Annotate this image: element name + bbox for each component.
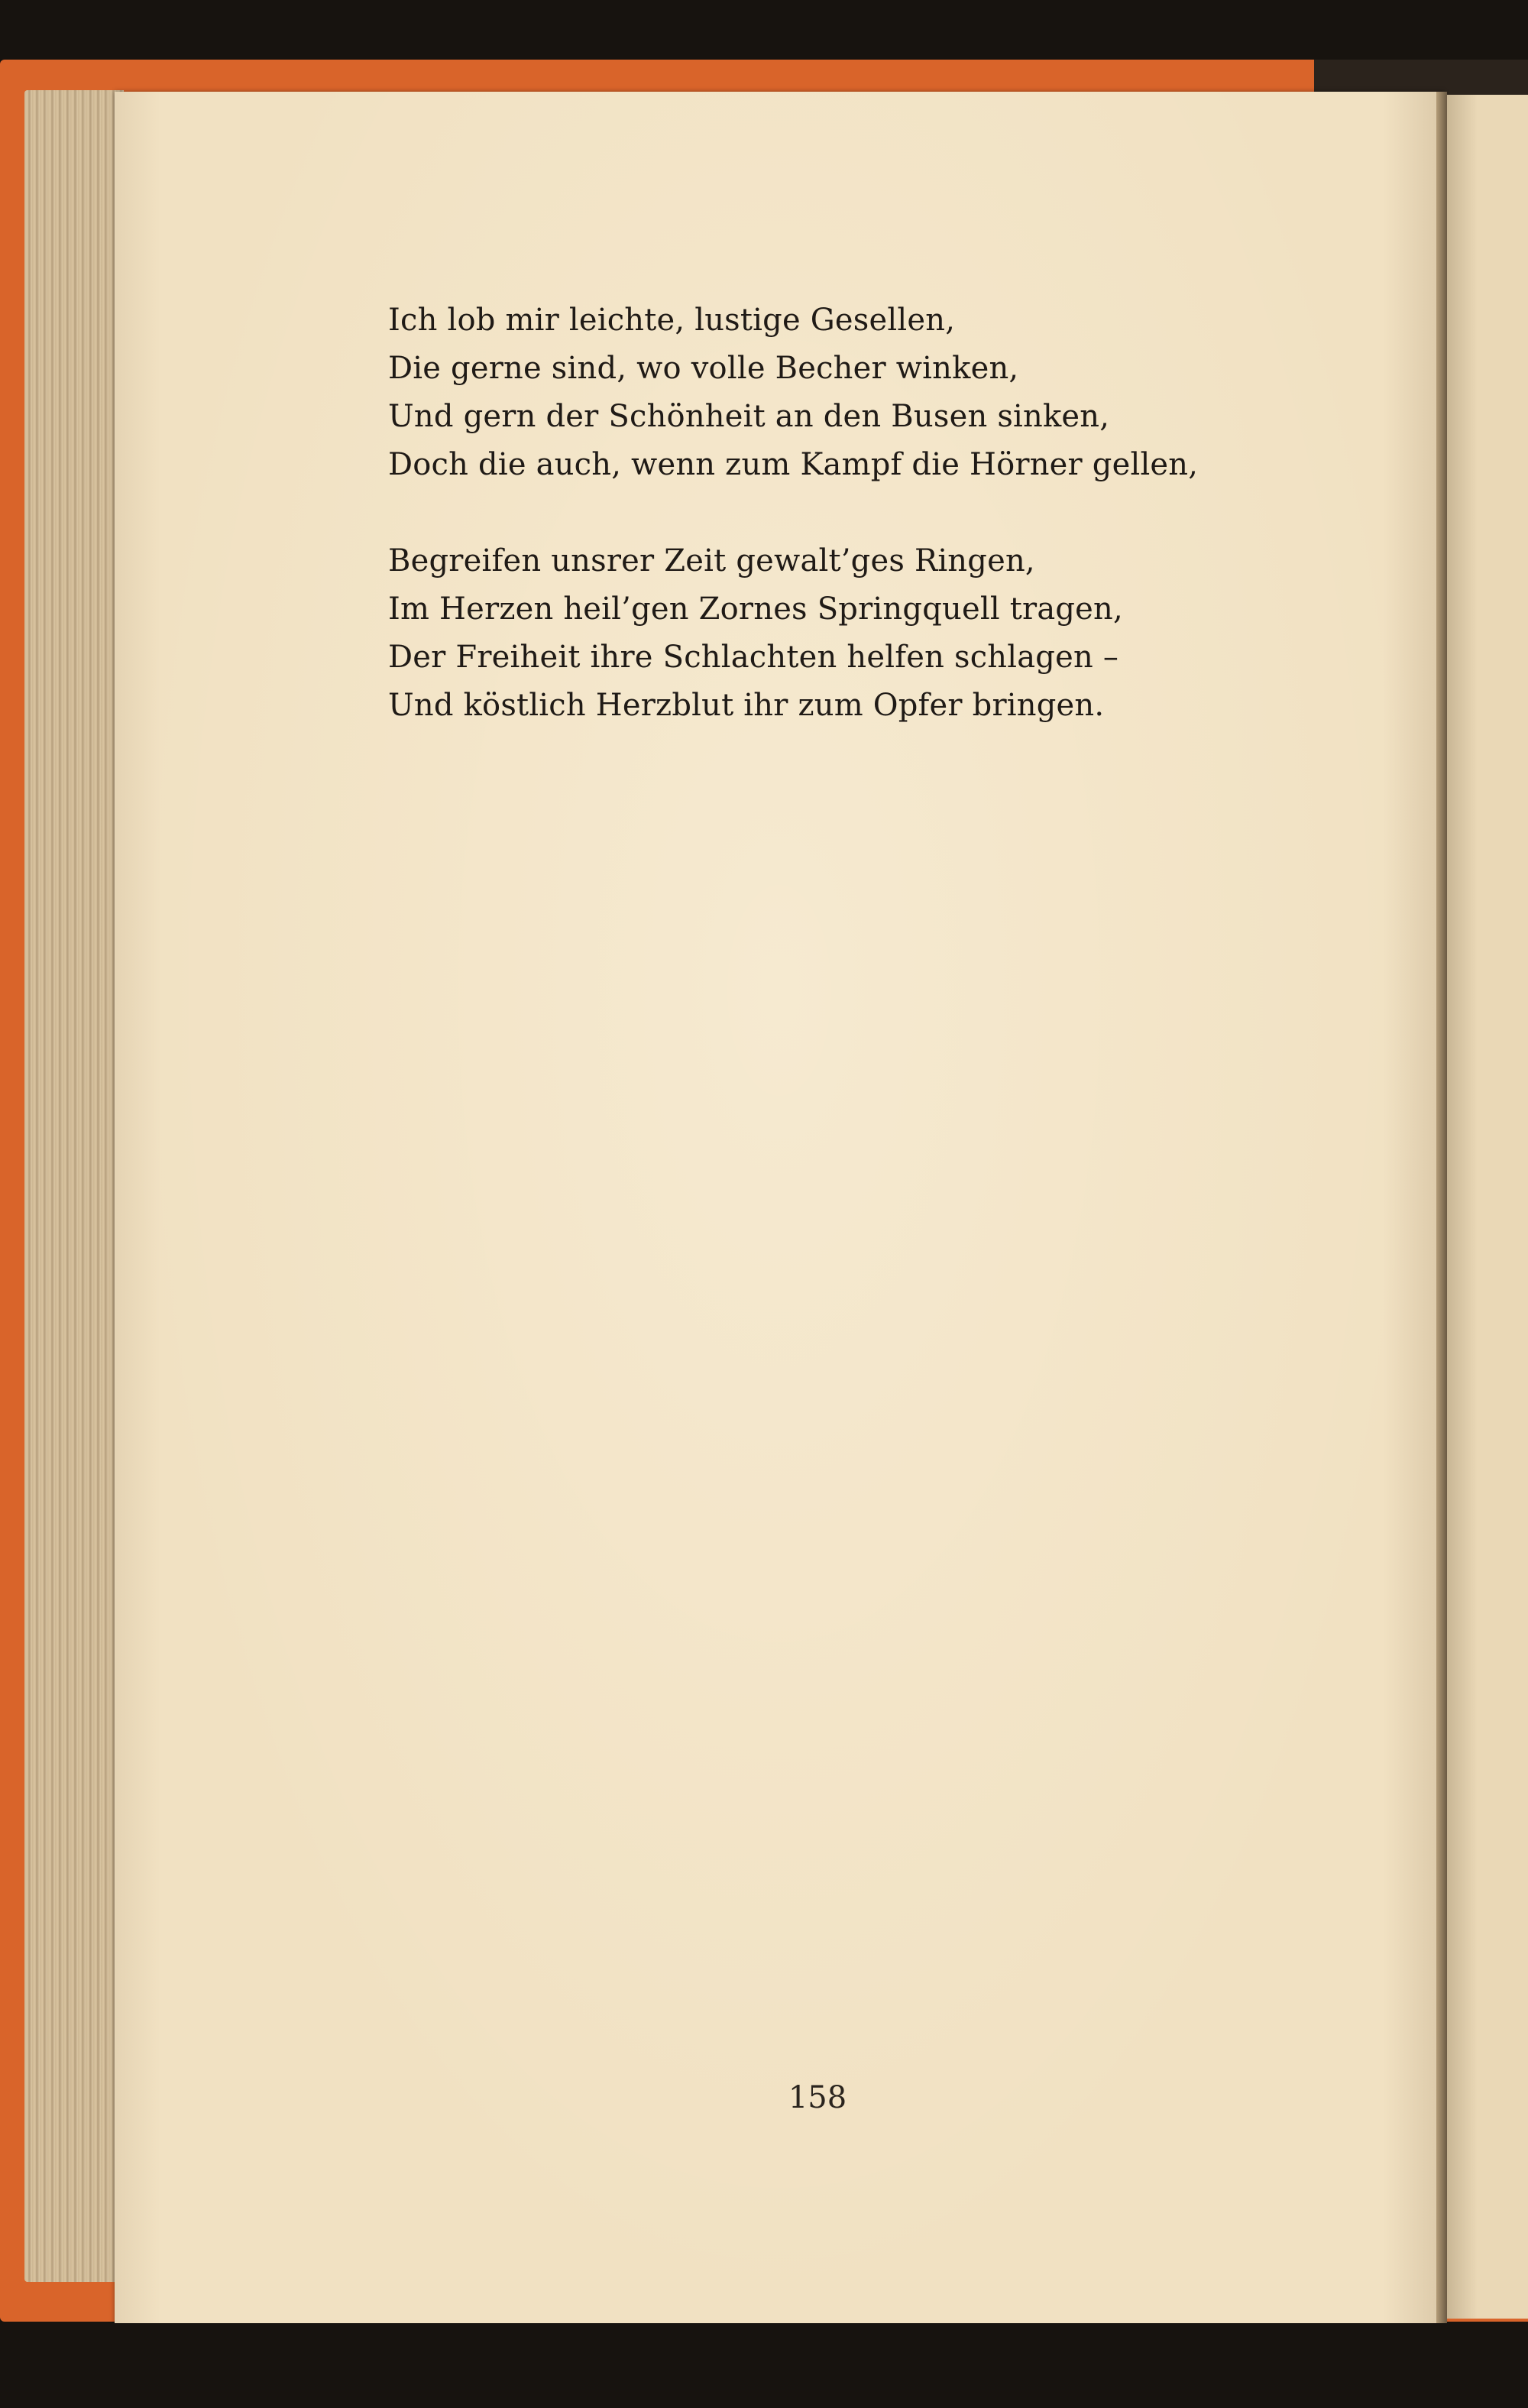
book-gutter [1436,92,1447,2323]
poem-line: Doch die auch, wenn zum Kampf die Hörner gellen, [388,447,1199,482]
poem [388,297,1381,778]
poem-line: Begreifen unsrer Zeit gewalt’ges Ringen, [388,543,1035,579]
background-bottom [0,2323,1528,2408]
poem-line: Im Herzen heil’gen Zornes Springquell tragen, [388,591,1123,627]
page-number: 158 [788,2080,847,2115]
poem-line: Ich lob mir leichte, lustige Gesellen, [388,303,956,338]
facing-page-edge [1447,95,1528,2319]
poem-line: Und gern der Schönheit an den Busen sinken, [388,399,1110,434]
stanza-2 [388,537,1381,730]
poem-line: Der Freiheit ihre Schlachten helfen schlagen – [388,640,1119,675]
page-edges [24,90,124,2282]
poem-line: Die gerne sind, wo volle Becher winken, [388,351,1019,386]
poem-line: Und köstlich Herzblut ihr zum Opfer bringen. [388,688,1105,723]
stanza-1 [388,297,1381,489]
cover-shadow [1314,60,1528,95]
